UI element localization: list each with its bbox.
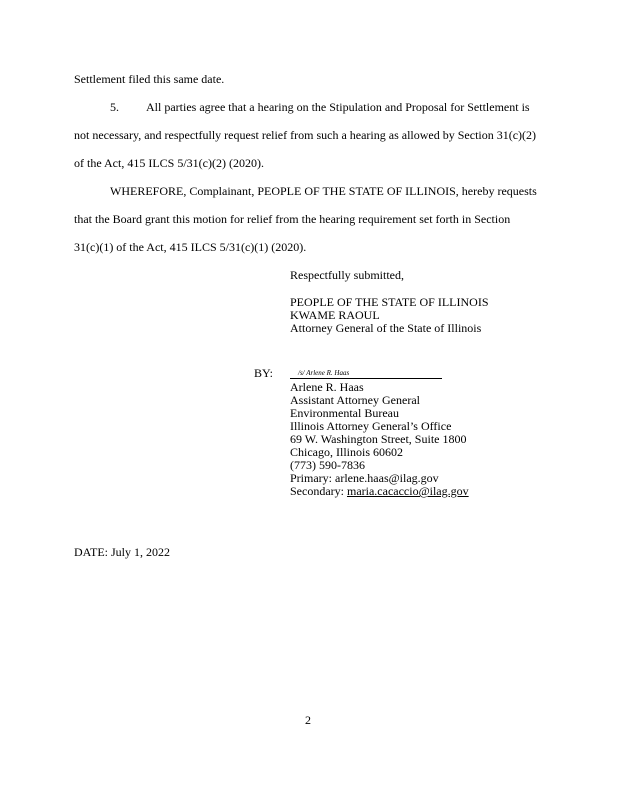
wherefore-line-2: that the Board grant this motion for relief from the hearing requirement set forth in Section <box>74 212 511 226</box>
signer-line: Chicago, Illinois 60602 <box>290 445 403 459</box>
secondary-email-line <box>290 485 469 498</box>
signature-text: /s/ Arlene R. Haas <box>298 369 350 377</box>
closing: Respectfully submitted, <box>290 268 404 282</box>
paragraph-5-line-1: All parties agree that a hearing on the Stipulation and Proposal for Settlement is <box>146 100 530 114</box>
primary-email: Primary: arlene.haas@ilag.gov <box>290 471 439 485</box>
secondary-email-link[interactable]: maria.cacaccio@ilag.gov <box>346 484 469 498</box>
signer-line: (773) 590-7836 <box>290 458 365 472</box>
by-label: BY: <box>254 366 273 380</box>
paragraph-continuation: Settlement filed this same date. <box>74 72 225 86</box>
signer-line: Arlene R. Haas <box>290 380 364 394</box>
paragraph-5-line-3: of the Act, 415 ILCS 5/31(c)(2) (2020). <box>74 156 264 170</box>
signer-line: Environmental Bureau <box>290 406 399 420</box>
paragraph-5-line-2: not necessary, and respectfully request relief from such a hearing as allowed by Section 31(c)(2) <box>74 128 537 142</box>
party-line: KWAME RAOUL <box>290 308 380 322</box>
date-line: DATE: July 1, 2022 <box>74 545 170 559</box>
party-line: Attorney General of the State of Illinois <box>290 321 482 335</box>
signer-line: Illinois Attorney General’s Office <box>290 419 452 433</box>
secondary-label: Secondary: <box>290 484 347 498</box>
signature-line <box>290 368 442 379</box>
party-line: PEOPLE OF THE STATE OF ILLINOIS <box>290 295 489 309</box>
party-block <box>290 296 489 335</box>
wherefore-line-3: 31(c)(1) of the Act, 415 ILCS 5/31(c)(1) (2020). <box>74 240 307 254</box>
paragraph-5-number: 5. <box>110 100 119 114</box>
signer-line: Assistant Attorney General <box>290 393 420 407</box>
signer-block <box>290 381 469 498</box>
wherefore-line-1: WHEREFORE, Complainant, PEOPLE OF THE STATE OF ILLINOIS, hereby requests <box>110 184 537 198</box>
signer-line: 69 W. Washington Street, Suite 1800 <box>290 432 467 446</box>
page-number: 2 <box>305 713 311 727</box>
